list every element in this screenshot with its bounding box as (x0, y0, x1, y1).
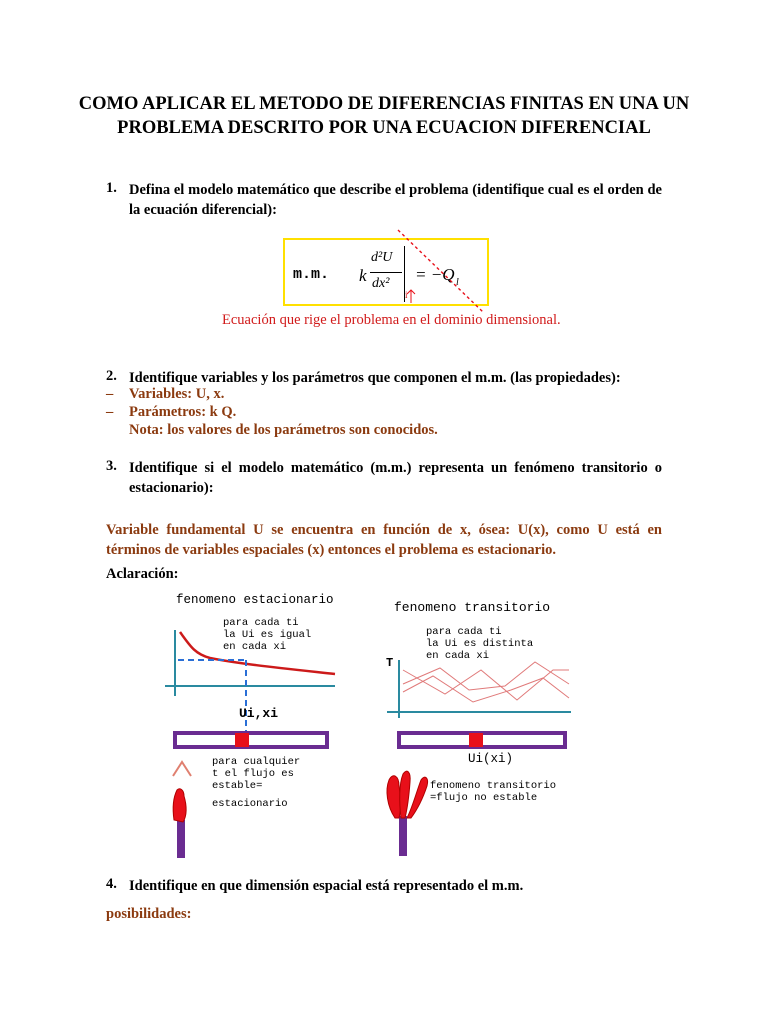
stationary-bar (175, 733, 327, 747)
stationary-annotation-line-3: en cada xi (223, 641, 287, 653)
step-3-text: Identifique si el modelo matemático (m.m.) representa un fenómeno transitorio o estacionario): (129, 460, 662, 496)
parameters-note: Nota: los valores de los parámetros son conocidos. (129, 422, 438, 438)
equation-annotation-svg (283, 228, 493, 318)
step-4-text: Identifique en que dimensión espacial está representado el m.m. (129, 878, 524, 894)
transient-flux-text (430, 780, 556, 804)
up-arrow-icon (407, 290, 415, 303)
bullet-dash-2: – (106, 404, 114, 420)
stationary-diagram (160, 610, 340, 870)
step-3-number: 3. (106, 458, 117, 474)
step-2-number: 2. (106, 368, 117, 384)
equation-caption: Ecuación que rige el problema en el dominio dimensional. (222, 312, 561, 328)
stationary-flux-line-5: estacionario (212, 798, 288, 810)
equation-subscript-i: i (405, 290, 408, 300)
transient-flux-line-1: fenomeno transitorio (430, 780, 557, 792)
transient-flux-line-2: =flujo no estable (430, 792, 538, 804)
step-4-number: 4. (106, 876, 117, 892)
step-2-text: Identifique variables y los parámetros que componen el m.m. (las propiedades): (129, 370, 621, 386)
stationary-bar-dot (235, 733, 249, 747)
equation-subscript-l: l (456, 277, 459, 288)
equation-mm-label: m.m. (293, 266, 330, 283)
equation-k: k (359, 266, 367, 285)
transient-bar-dot (469, 733, 483, 747)
bullet-variables: Variables: U, x. (129, 386, 225, 402)
stationary-flux-arrow-icon (173, 762, 191, 776)
transient-curve-1 (403, 662, 569, 690)
transient-flame-mid-icon (400, 771, 410, 818)
transient-annotation-line-1: para cada ti (426, 626, 502, 638)
stationary-annotation-line-2: la Ui es igual (223, 629, 312, 641)
transient-annotation-line-3: en cada xi (426, 650, 490, 662)
stationary-flux-line-3: estable= (212, 780, 263, 792)
stationary-flux-stem (177, 820, 185, 858)
step-1-text: Defina el modelo matemático que describe el problema (identifique cual es el orden de la ecuación diferencial): (129, 182, 662, 218)
stationary-flame-icon (173, 789, 186, 822)
transient-axis-label: T (386, 656, 394, 670)
transient-title: fenomeno transitorio (394, 600, 551, 615)
transient-flame-left-icon (387, 776, 401, 818)
aclaracion-label: Aclaración: (106, 566, 179, 582)
stationary-flux-line-2: t el flujo es (212, 768, 294, 780)
stationary-curve (180, 632, 335, 674)
transient-annotation-line-2: la Ui es distinta (426, 638, 534, 650)
equation-denominator: dx² (372, 276, 390, 291)
stationary-flux-line-1: para cualquier (212, 756, 301, 768)
stationary-bar-label: Ui,xi (239, 706, 279, 721)
stationary-annotation-line-1: para cada ti (223, 617, 299, 629)
equation-rhs: = −Q (415, 265, 455, 284)
posibilidades-label: posibilidades: (106, 906, 192, 922)
equation-numerator: d²U (371, 250, 393, 265)
transient-bar-label: Ui(xi) (468, 752, 514, 766)
page-title: COMO APLICAR EL METODO DE DIFERENCIAS FINITAS EN UNA UN PROBLEMA DESCRITO POR UNA ECUACION DIFERENCIAL (78, 94, 690, 138)
bullet-dash-1: – (106, 386, 114, 402)
stationary-title: fenomeno estacionario (176, 593, 334, 607)
step-1-number: 1. (106, 180, 117, 196)
transient-curve-3 (403, 670, 569, 700)
transient-flux-stem (399, 816, 407, 856)
stationary-flux-text (212, 756, 300, 810)
bullet-parameters: Parámetros: k Q. (129, 404, 237, 420)
step-3-answer: Variable fundamental U se encuentra en función de x, ósea: U(x), como U está en términos de variables espaciales (x) entonces el problema es estacionario. (106, 522, 662, 558)
transient-curve-2 (403, 676, 569, 702)
